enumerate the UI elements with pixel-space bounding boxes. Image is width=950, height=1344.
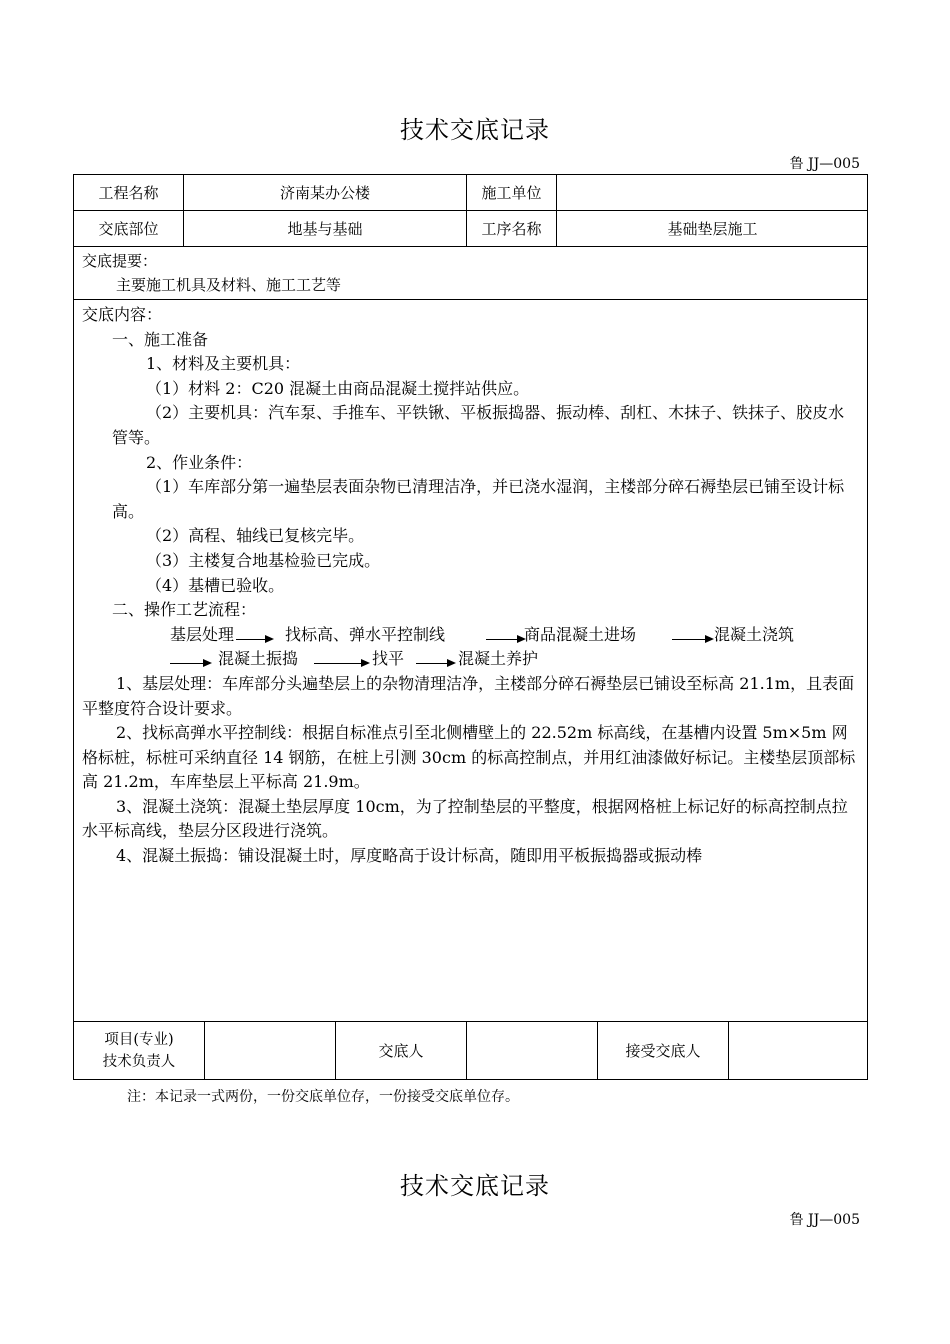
content-item: （3）主楼复合地基检验已完成。	[146, 550, 381, 570]
section-heading: 一、施工准备	[112, 329, 209, 349]
content-item: （2）主要机具：汽车泵、手推车、平铁锹、平板振捣器、振动棒、刮杠、木抹子、铁抹子、胶皮水管等。	[112, 403, 845, 447]
content-label: 交底内容：	[82, 305, 163, 324]
project-name-label: 工程名称	[98, 183, 159, 202]
process-paragraph: 3、混凝土浇筑：混凝土垫层厚度 10cm，为了控制垫层的平整度，根据网格桩上标记好的标高控制点拉水平标高线，垫层分区段进行浇筑。	[82, 796, 848, 841]
summary-label: 交底提要：	[82, 252, 158, 270]
process-paragraph: 2、找标高弹水平控制线：根据自标准点引至北侧槽壁上的 22.52m 标高线，在基槽内设置 5m×5m 网格标桩，标桩可采纳直径 14 钢筋，在桩上引测 30cm 的标高控制点，并用红油漆做好标记。主楼垫层顶部标高 21.2m，车库垫层上平标高 21.9m。	[82, 723, 856, 792]
tech-lead-signature[interactable]	[205, 1022, 335, 1080]
flow-arrow-icon	[236, 639, 272, 640]
handover-part-label: 交底部位	[98, 219, 159, 238]
subsection-heading: 1、材料及主要机具：	[146, 354, 301, 374]
flow-step: 商品混凝土进场	[524, 624, 637, 644]
process-flow-line-1	[82, 623, 860, 648]
subsection-heading: 2、作业条件：	[146, 452, 253, 472]
flow-arrow-icon	[416, 663, 454, 664]
tech-lead-label	[74, 1022, 204, 1080]
content-item: （1）车库部分第一遍垫层表面杂物已清理洁净，并已浇水湿润，主楼部分碎石褥垫层已铺至设计标高。	[112, 477, 845, 521]
form-code-2: 鲁 JJ—005	[789, 1212, 860, 1228]
page-title: 技术交底记录	[400, 116, 550, 144]
content-item: （2）高程、轴线已复核完毕。	[146, 526, 365, 546]
row-divider	[74, 246, 867, 247]
handover-content	[82, 303, 860, 869]
flow-step: 找标高、弹水平控制线	[285, 624, 446, 644]
handover-person-signature[interactable]	[467, 1022, 597, 1080]
form-code: 鲁 JJ—005	[789, 156, 860, 172]
process-paragraph: 1、基层处理：车库部分头遍垫层上的杂物清理洁净，主楼部分碎石褥垫层已铺设至标高 21.1m，且表面平整度符合设计要求。	[82, 673, 855, 718]
content-item: （1）材料 2：C20 混凝土由商品混凝土搅拌站供应。	[146, 378, 530, 398]
process-name-value: 基础垫层施工	[667, 219, 758, 238]
construction-unit-label: 施工单位	[481, 183, 542, 202]
flow-step: 找平	[372, 649, 405, 669]
flow-step: 基层处理	[170, 624, 235, 644]
handover-part-value: 地基与基础	[287, 219, 363, 238]
receiver-label: 接受交底人	[625, 1042, 701, 1060]
process-flow-line-2	[82, 647, 860, 672]
flow-arrow-icon	[672, 639, 712, 640]
process-paragraph: 4、混凝土振捣：铺设混凝土时，厚度略高于设计标高，随即用平板振捣器或振动棒	[116, 846, 703, 866]
flow-step: 混凝土养护	[458, 649, 539, 669]
flow-step: 混凝土振捣	[218, 649, 299, 669]
record-form	[73, 174, 868, 1080]
content-item: （4）基槽已验收。	[146, 575, 285, 595]
tech-lead-label-line2: 技术负责人	[102, 1054, 176, 1070]
flow-step: 混凝土浇筑	[714, 624, 795, 644]
project-name-value: 济南某办公楼	[279, 183, 370, 202]
page-title-2: 技术交底记录	[400, 1172, 550, 1200]
section-heading: 二、操作工艺流程：	[112, 600, 257, 620]
flow-arrow-icon	[314, 663, 368, 664]
flow-arrow-icon	[170, 663, 210, 664]
summary-text: 主要施工机具及材料、施工工艺等	[116, 276, 342, 294]
construction-unit-value	[557, 175, 868, 210]
handover-person-label: 交底人	[378, 1042, 424, 1060]
footnote: 注：本记录一式两份，一份交底单位存，一份接受交底单位存。	[127, 1089, 519, 1105]
tech-lead-label-line1: 项目(专业)	[104, 1032, 174, 1048]
process-name-label: 工序名称	[481, 219, 542, 238]
flow-arrow-icon	[486, 639, 524, 640]
receiver-signature[interactable]	[729, 1022, 868, 1080]
row-divider	[74, 299, 867, 300]
